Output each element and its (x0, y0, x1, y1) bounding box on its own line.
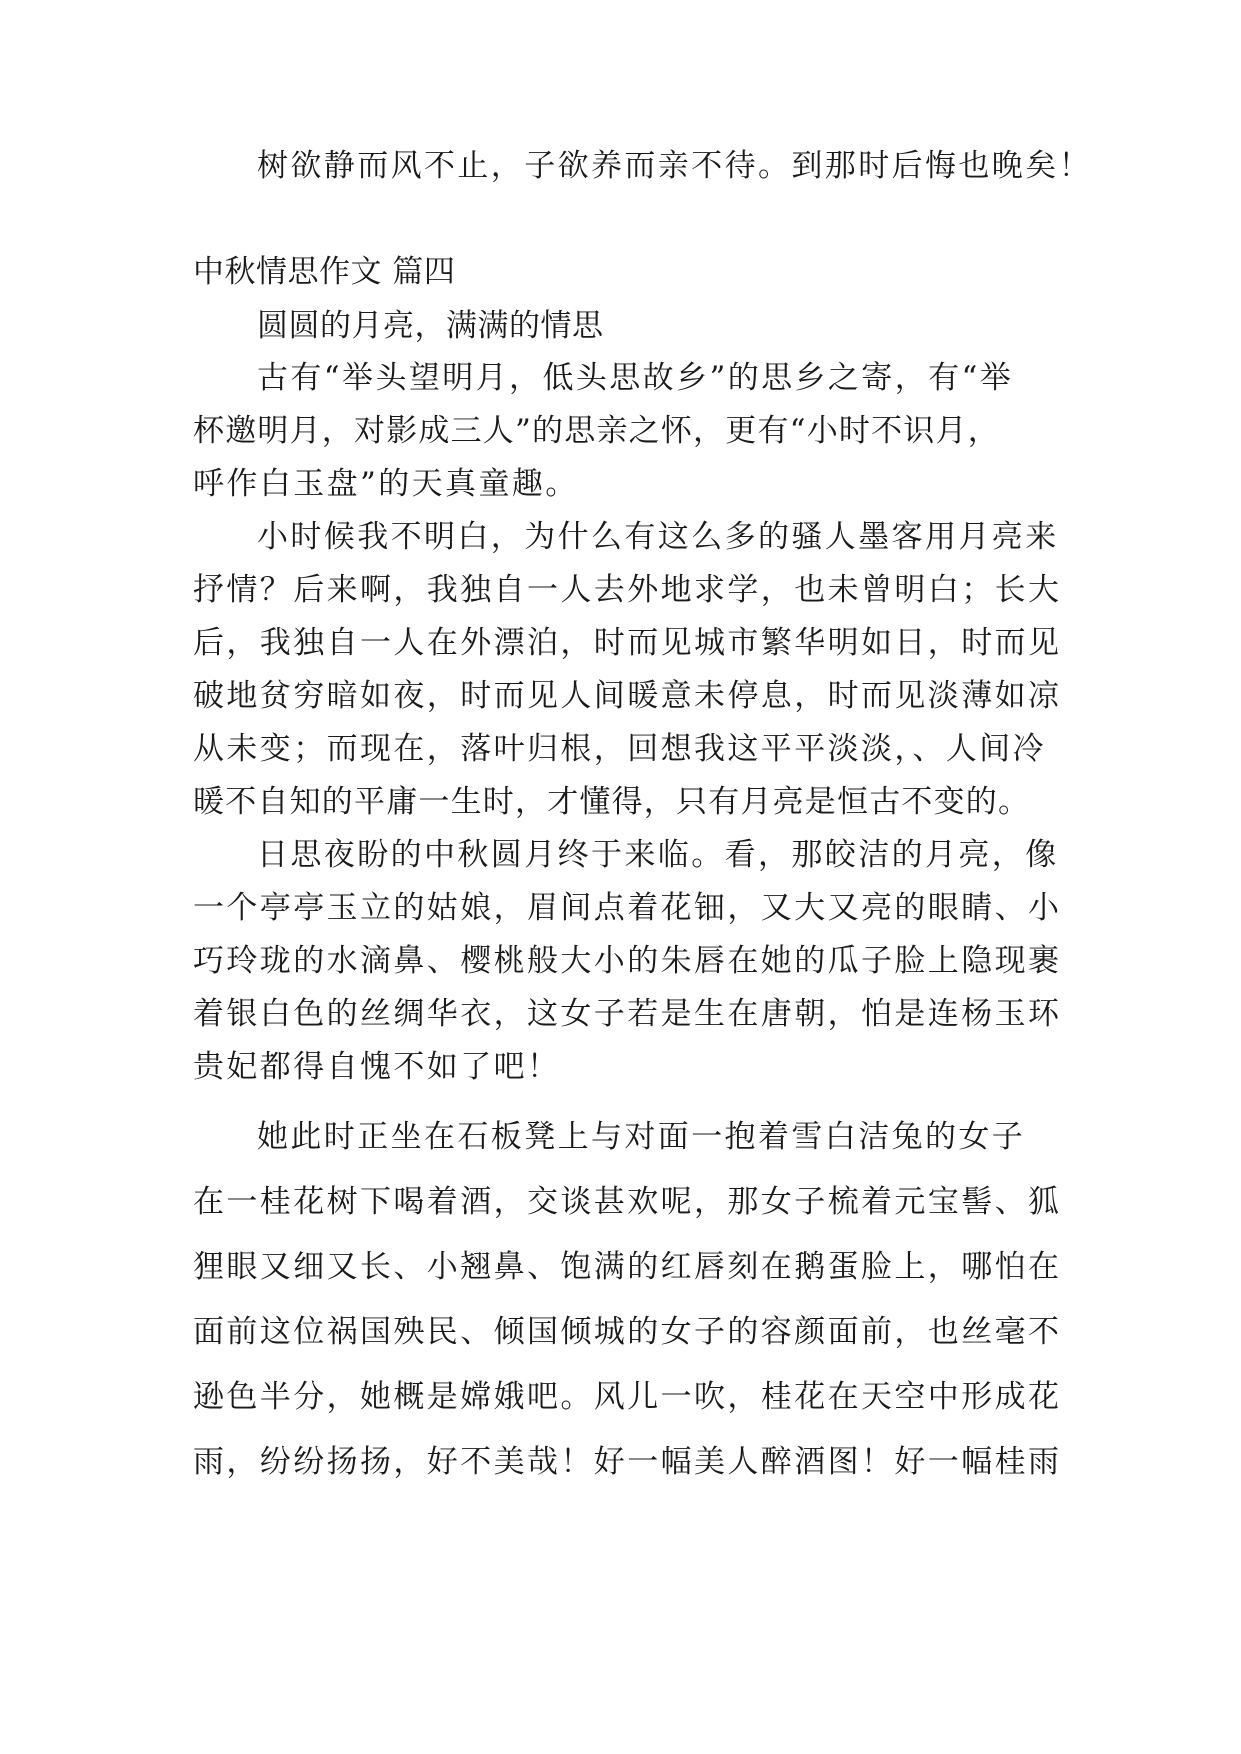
paragraph-line: 从未变；而现在，落叶归根，回想我这平平淡淡，、人间冷 (193, 731, 1046, 767)
paragraph-line: 巧玲珑的水滴鼻、樱桃般大小的朱唇在她的瓜子脸上隐现裹 (193, 943, 1062, 979)
paragraph-line: 杯邀明月，对影成三人”的思亲之怀，更有“小时不识月， (193, 413, 1000, 449)
paragraph-line: 一个亭亭玉立的姑娘，眉间点着花钿，又大又亮的眼睛、小 (193, 890, 1062, 926)
paragraph-line: 古有“举头望明月，低头思故乡”的思乡之寄，有“举 (257, 360, 1014, 396)
paragraph-line: 在一桂花树下喝着酒，交谈甚欢呢，那女子梳着元宝髻、狐 (193, 1184, 1062, 1220)
paragraph-line: 抒情？后来啊，我独自一人去外地求学，也未曾明白；长大 (193, 572, 1062, 608)
paragraph-line: 呼作白玉盘”的天真童趣。 (193, 466, 579, 502)
paragraph-line: 她此时正坐在石板凳上与对面一抱着雪白洁兔的女子 (257, 1119, 1026, 1155)
section-title: 中秋情思作文 篇四 (193, 254, 456, 290)
paragraph-line: 着银白色的丝绸华衣，这女子若是生在唐朝，怕是连杨玉环 (193, 996, 1062, 1032)
paragraph-line: 日思夜盼的中秋圆月终于来临。看，那皎洁的月亮，像 (257, 837, 1059, 873)
opening-line: 树欲静而风不止，子欲养而亲不待。到那时后悔也晚矣！ (257, 148, 1092, 184)
paragraph-line: 后，我独自一人在外漂泊，时而见城市繁华明如日，时而见 (193, 625, 1062, 661)
paragraph-line: 狸眼又细又长、小翘鼻、饱满的红唇刻在鹅蛋脸上，哪怕在 (193, 1249, 1062, 1285)
paragraph-line: 逊色半分，她概是嫦娥吧。风儿一吹，桂花在天空中形成花 (193, 1379, 1062, 1415)
paragraph-line: 破地贫穷暗如夜，时而见人间暖意未停息，时而见淡薄如凉 (193, 678, 1062, 714)
paragraph-line: 雨，纷纷扬扬，好不美哉！好一幅美人醉酒图！好一幅桂雨 (193, 1444, 1062, 1480)
essay-title: 圆圆的月亮，满满的情思 (257, 308, 604, 344)
paragraph-line: 贵妃都得自愧不如了吧！ (193, 1049, 561, 1085)
paragraph-line: 小时候我不明白，为什么有这么多的骚人墨客用月亮来 (257, 519, 1059, 555)
paragraph-line: 暖不自知的平庸一生时，才懂得，只有月亮是恒古不变的。 (193, 784, 1031, 820)
paragraph-line: 面前这位祸国殃民、倾国倾城的女子的容颜面前，也丝毫不 (193, 1314, 1062, 1350)
